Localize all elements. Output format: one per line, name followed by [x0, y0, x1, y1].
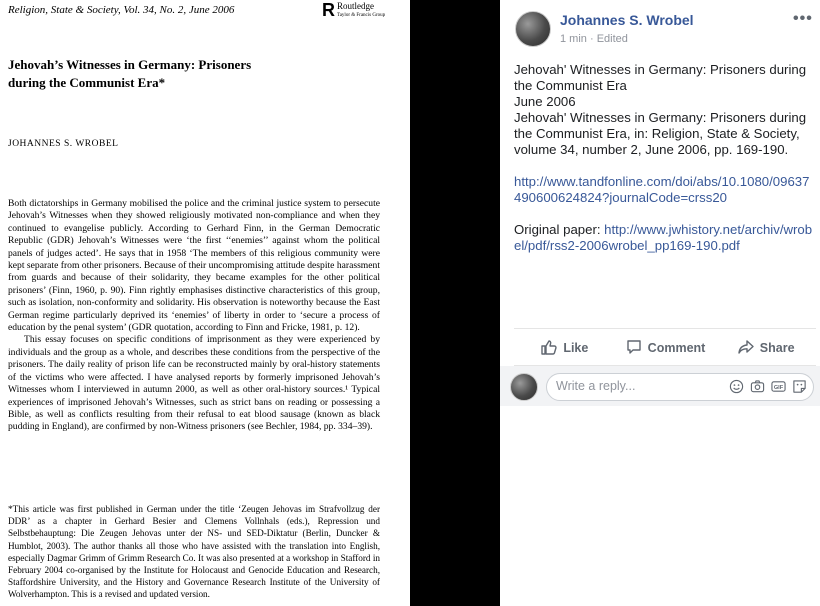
reply-composer: [500, 366, 820, 406]
article-body: [8, 198, 380, 434]
tandfonline-link[interactable]: http://www.tandfonline.com/doi/abs/10.1080/09637490600624824?journalCode=crss20: [514, 174, 810, 205]
author-avatar[interactable]: [515, 11, 551, 47]
thumbs-up-icon: [540, 338, 558, 359]
jwhistory-pdf-link[interactable]: http://www.jwhistory.net/archiv/wrobel/pdf/rss2-2006wrobel_pp169-190.pdf: [514, 222, 813, 253]
black-divider: [410, 0, 500, 606]
routledge-logo-icon: R: [322, 0, 335, 20]
journal-header: Religion, State & Society, Vol. 34, No. 2, June 2006: [8, 4, 235, 16]
current-user-avatar: [510, 373, 538, 401]
post-text-line: June 2006: [514, 94, 576, 109]
reply-box[interactable]: [546, 373, 814, 401]
article-footnote: *This article was first published in German under the title ‘Zeugen Jehovas im Strafvollzug der DDR’ as a chapter in Gerhard Besier and Clemens Vollnhals (eds.), Repression und Selbstbehauptung: Die Zeugen Jehovas unter der NS- und SED-Diktatur (Berlin, Duncker & Humblot, 2003). The author thanks all those who have assisted with the translation into English, especially Dagmar Grimm of Grimm Research Co. It was also presented at a workshop in Stafford in February 2004 co-organised by the Institute for Holocaust and Genocide Education and Research, Staffordshire University, and the History and Governance Research Institute of the University of Wolverhampton. This is a revised and updated version.: [8, 504, 380, 600]
svg-text:GIF: GIF: [773, 384, 784, 391]
facebook-post: [500, 0, 820, 606]
post-timestamp[interactable]: 1 min: [560, 33, 587, 45]
sticker-icon[interactable]: [792, 379, 807, 394]
share-arrow-icon: [737, 338, 755, 359]
comment-label: Comment: [647, 341, 706, 355]
more-options-icon[interactable]: •••: [793, 10, 813, 27]
post-spacer: [514, 206, 814, 222]
publisher-logo: [322, 2, 385, 20]
meta-separator: ·: [586, 33, 597, 45]
reply-tools: [729, 379, 807, 394]
comment-button[interactable]: [615, 334, 716, 362]
article-title-line2: during the Communist Era*: [8, 75, 166, 90]
post-content: [514, 62, 814, 254]
article-title: [8, 56, 308, 92]
post-spacer: [514, 158, 814, 174]
camera-icon[interactable]: [750, 379, 765, 394]
post-actions: [514, 334, 816, 362]
publisher-name: Routledge: [337, 1, 374, 11]
article-paragraph: Both dictatorships in Germany mobilised the police and the criminal justice system to persecute Jehovah’s Witnesses when they showed religiously motivated non-compliance and when they continued to evangelise publicly. According to Gerhard Finn, in the German Democratic Republic (GDR) Jehovah’s Witnesses were ‘the first ‘‘enemies’’ against whom the political panels of judges acted’. He says that in 1958 ‘The members of this religious community were kept separate from other prisoners. Because of their uncompromising attitude despite harassment from guards and because of their solidarity, they became examples for the other political prisoners’ (Finn, 1960, p. 90). Finn rightly emphasises distinctive characteristics of this group, such as isolation, non-conformity and solidarity. His observation is noteworthy because the East German regime particularly deprived its ‘enemies’ of liberty in order to ‘secure a process of education by the penal system’ (GDR quotation, according to Finn and Fricke, 1981, p. 12).: [8, 198, 380, 334]
post-meta: [560, 33, 628, 45]
emoji-icon[interactable]: [729, 379, 744, 394]
post-text-line: Jehovah' Witnesses in Germany: Prisoners during the Communist Era: [514, 62, 807, 93]
post-text-line: Jehovah' Witnesses in Germany: Prisoners during the Communist Era, in: Religion, State & Society, volume 34, number 2, June 2006, pp. 169-190.: [514, 110, 807, 157]
like-label: Like: [563, 341, 589, 355]
edited-label[interactable]: Edited: [596, 33, 628, 45]
article-paragraph: This essay focuses on specific conditions of imprisonment as they were experienced by individuals and the group as a whole, and describes these conditions from the perspective of the prisoners. The daily reality of prison life can be reconstructed mainly by oral-history statements of the victims who were affected. I have analysed reports by formerly imprisoned Jehovah’s Witnesses whom I interviewed in autumn 2000, as well as other oral-history sources.¹ Typical experiences of imprisoned Jehovah’s Witnesses, such as strict bans on reading or possessing a Bible, as well as conflicts resulting from their refusal to eat blood sausage (known as black pudding in England), are confirmed by non-Witness prisoners (see Bechler, 1984, pp. 334–39).: [8, 334, 380, 433]
divider-line: [514, 328, 816, 329]
share-label: Share: [759, 341, 795, 355]
like-button[interactable]: [514, 334, 615, 362]
gif-icon[interactable]: [771, 379, 786, 394]
article-title-line1: Jehovah’s Witnesses in Germany: Prisoners: [8, 57, 252, 72]
share-button[interactable]: [715, 334, 816, 362]
speech-bubble-icon: [625, 338, 643, 359]
publisher-subtitle: Taylor & Francis Group: [337, 13, 386, 18]
original-paper-label: Original paper:: [514, 222, 605, 237]
author-name-link[interactable]: Johannes S. Wrobel: [560, 12, 694, 28]
reply-input[interactable]: [556, 379, 716, 393]
article-author: JOHANNES S. WROBEL: [8, 139, 119, 149]
